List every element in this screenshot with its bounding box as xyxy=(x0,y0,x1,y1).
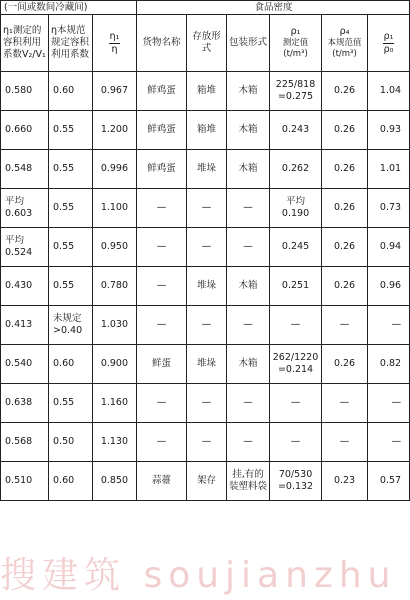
cell-standard-coefficient: 0.55 xyxy=(49,384,93,423)
col-header-standard-density xyxy=(322,15,368,72)
cell-standard-coefficient: 0.55 xyxy=(49,150,93,189)
table-row xyxy=(1,150,410,189)
cell-ratio-rho: 0.57 xyxy=(368,462,410,501)
cell-goods-name: 鲜鸡蛋 xyxy=(137,72,187,111)
cell-goods-name: — xyxy=(137,423,187,462)
cell-ratio-rho: — xyxy=(368,384,410,423)
table-row xyxy=(1,189,410,228)
cell-package-form: 挂,有的装塑料袋 xyxy=(227,462,270,501)
col-header-package-form: 包装形式 xyxy=(227,15,270,72)
ratio-rho-denominator: ρ₀ xyxy=(383,43,394,55)
cell-goods-name: — xyxy=(137,306,187,345)
cell-standard-coefficient: 0.60 xyxy=(49,345,93,384)
cell-goods-name: 鲜蛋 xyxy=(137,345,187,384)
table-row xyxy=(1,462,410,501)
cell-storage-form: 箱堆 xyxy=(187,111,227,150)
ratio-eta-numerator: η₁ xyxy=(109,30,120,42)
cell-standard-density: 0.26 xyxy=(322,345,368,384)
cell-standard-coefficient: 0.55 xyxy=(49,228,93,267)
cell-standard-coefficient: 0.55 xyxy=(49,111,93,150)
cell-storage-form: 箱堆 xyxy=(187,72,227,111)
cell-ratio-eta: 1.030 xyxy=(93,306,137,345)
header-column-row xyxy=(1,15,410,72)
cell-measured-coefficient: 0.548 xyxy=(1,150,49,189)
cell-measured-coefficient: 0.660 xyxy=(1,111,49,150)
cell-storage-form: — xyxy=(187,189,227,228)
cell-measured-coefficient: 平均 0.524 xyxy=(1,228,49,267)
cell-ratio-eta: 0.850 xyxy=(93,462,137,501)
cell-measured-coefficient: 0.568 xyxy=(1,423,49,462)
table-row xyxy=(1,306,410,345)
cell-goods-name: 鲜鸡蛋 xyxy=(137,111,187,150)
measured-density-symbol: ρ₁ xyxy=(290,26,301,38)
col-header-standard-coefficient: η本规范规定容积利用系数 xyxy=(49,15,93,72)
cell-goods-name: 鲜鸡蛋 xyxy=(137,150,187,189)
ratio-rho-numerator: ρ₁ xyxy=(383,30,394,42)
cell-measured-density: — xyxy=(270,423,322,462)
cell-ratio-eta: 0.780 xyxy=(93,267,137,306)
col-header-measured-coefficient: η₁测定的容积利用系数V₂/V₁ xyxy=(1,15,49,72)
header-group-row xyxy=(1,1,410,15)
cell-standard-coefficient: 未规定 >0.40 xyxy=(49,306,93,345)
cell-ratio-rho: 0.73 xyxy=(368,189,410,228)
cell-ratio-eta: 0.996 xyxy=(93,150,137,189)
col-header-ratio-eta xyxy=(93,15,137,72)
cell-package-form: 木箱 xyxy=(227,150,270,189)
cell-standard-density: — xyxy=(322,423,368,462)
cell-goods-name: — xyxy=(137,189,187,228)
col-header-storage-form: 存放形式 xyxy=(187,15,227,72)
cell-measured-density: — xyxy=(270,306,322,345)
cell-standard-coefficient: 0.50 xyxy=(49,423,93,462)
cell-standard-coefficient: 0.55 xyxy=(49,189,93,228)
cell-ratio-eta: 1.160 xyxy=(93,384,137,423)
cell-standard-density: 0.23 xyxy=(322,462,368,501)
cell-storage-form: — xyxy=(187,306,227,345)
table-row xyxy=(1,72,410,111)
cell-ratio-rho: 1.01 xyxy=(368,150,410,189)
cell-measured-density: 0.245 xyxy=(270,228,322,267)
cell-measured-coefficient: 平均 0.603 xyxy=(1,189,49,228)
cell-package-form: 木箱 xyxy=(227,345,270,384)
cell-package-form: — xyxy=(227,384,270,423)
cell-storage-form: — xyxy=(187,228,227,267)
cell-goods-name: 蒜薹 xyxy=(137,462,187,501)
cell-ratio-eta: 0.950 xyxy=(93,228,137,267)
standard-density-label: 本规范值(t/m³) xyxy=(327,38,362,59)
cell-measured-coefficient: 0.540 xyxy=(1,345,49,384)
cell-measured-density: 0.251 xyxy=(270,267,322,306)
cell-measured-coefficient: 0.638 xyxy=(1,384,49,423)
cell-ratio-rho: 0.96 xyxy=(368,267,410,306)
cell-goods-name: — xyxy=(137,228,187,267)
cell-standard-coefficient: 0.55 xyxy=(49,267,93,306)
cell-goods-name: — xyxy=(137,267,187,306)
cell-package-form: 木箱 xyxy=(227,111,270,150)
cell-goods-name: — xyxy=(137,384,187,423)
cell-ratio-eta: 1.100 xyxy=(93,189,137,228)
cell-package-form: — xyxy=(227,423,270,462)
group-header-food-density: 食品密度 xyxy=(137,1,410,15)
cell-standard-density: 0.26 xyxy=(322,150,368,189)
cell-package-form: 木箱 xyxy=(227,72,270,111)
measured-density-label: 测定值(t/m³) xyxy=(282,38,309,59)
cell-measured-coefficient: 0.413 xyxy=(1,306,49,345)
cell-measured-coefficient: 0.430 xyxy=(1,267,49,306)
group-header-cold-room: (一间或数间冷藏间) xyxy=(1,1,137,15)
cell-standard-density: 0.26 xyxy=(322,228,368,267)
cell-standard-density: 0.26 xyxy=(322,111,368,150)
cell-ratio-eta: 1.200 xyxy=(93,111,137,150)
table-row xyxy=(1,111,410,150)
cell-measured-density: 225/818 =0.275 xyxy=(270,72,322,111)
standard-density-symbol: ρ₄ xyxy=(339,26,350,38)
cell-measured-density: 70/530 =0.132 xyxy=(270,462,322,501)
cell-storage-form: — xyxy=(187,423,227,462)
cell-measured-density: 262/1220 =0.214 xyxy=(270,345,322,384)
cell-package-form: — xyxy=(227,189,270,228)
cell-measured-density: 平均 0.190 xyxy=(270,189,322,228)
cell-standard-density: 0.26 xyxy=(322,72,368,111)
cell-storage-form: 堆垛 xyxy=(187,150,227,189)
watermark: 搜建筑 soujianzhu xyxy=(0,555,397,596)
cell-standard-coefficient: 0.60 xyxy=(49,72,93,111)
cell-ratio-rho: 1.04 xyxy=(368,72,410,111)
col-header-ratio-rho xyxy=(368,15,410,72)
cell-standard-coefficient: 0.60 xyxy=(49,462,93,501)
cell-standard-density: — xyxy=(322,306,368,345)
col-header-goods-name: 货物名称 xyxy=(137,15,187,72)
cell-measured-density: 0.262 xyxy=(270,150,322,189)
cell-measured-density: — xyxy=(270,384,322,423)
cell-ratio-rho: 0.93 xyxy=(368,111,410,150)
cell-ratio-rho: 0.82 xyxy=(368,345,410,384)
table-row xyxy=(1,228,410,267)
col-header-measured-density xyxy=(270,15,322,72)
cell-standard-density: 0.26 xyxy=(322,189,368,228)
table-row xyxy=(1,423,410,462)
cell-ratio-eta: 0.900 xyxy=(93,345,137,384)
cell-standard-density: 0.26 xyxy=(322,267,368,306)
cell-standard-density: — xyxy=(322,384,368,423)
cell-ratio-rho: — xyxy=(368,423,410,462)
table-row xyxy=(1,345,410,384)
cell-storage-form: 架存 xyxy=(187,462,227,501)
cell-package-form: — xyxy=(227,306,270,345)
table-row xyxy=(1,384,410,423)
cell-measured-density: 0.243 xyxy=(270,111,322,150)
cell-ratio-rho: — xyxy=(368,306,410,345)
cell-ratio-eta: 0.967 xyxy=(93,72,137,111)
table-row xyxy=(1,267,410,306)
table-body xyxy=(1,72,410,501)
ratio-eta-denominator: η xyxy=(111,43,118,55)
cell-storage-form: 堆垛 xyxy=(187,345,227,384)
cell-ratio-eta: 1.130 xyxy=(93,423,137,462)
cell-measured-coefficient: 0.510 xyxy=(1,462,49,501)
cell-measured-coefficient: 0.580 xyxy=(1,72,49,111)
cell-ratio-rho: 0.94 xyxy=(368,228,410,267)
cell-package-form: — xyxy=(227,228,270,267)
cell-storage-form: 堆垛 xyxy=(187,267,227,306)
cell-storage-form: — xyxy=(187,384,227,423)
cell-package-form: 木箱 xyxy=(227,267,270,306)
